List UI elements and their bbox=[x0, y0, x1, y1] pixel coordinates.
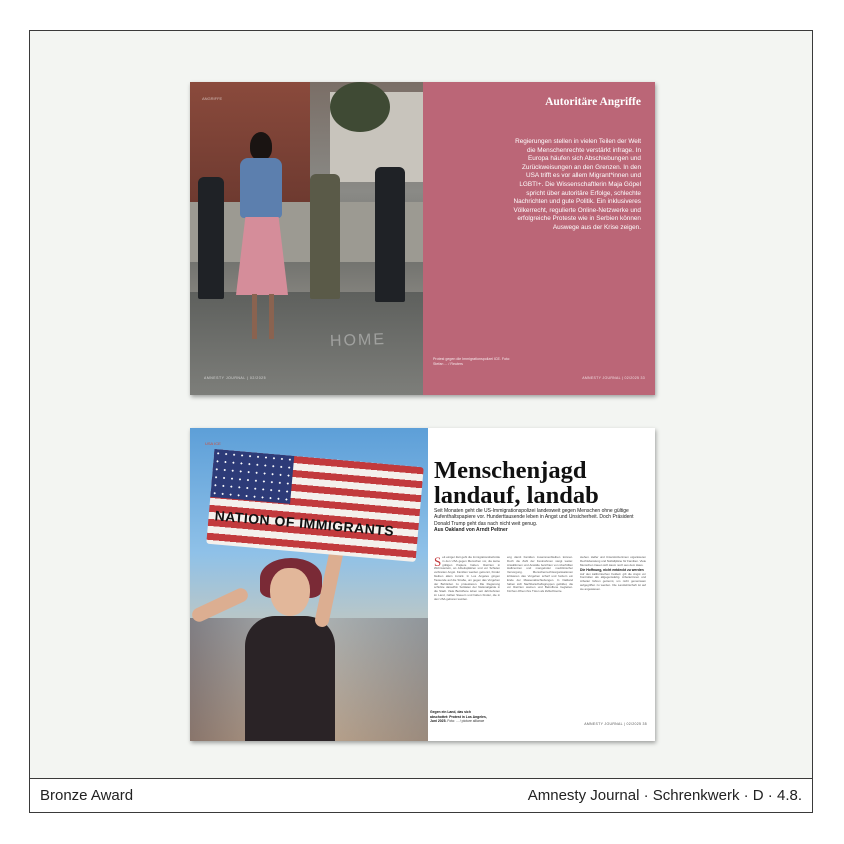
photo-caption-credit: Foto: ... / picture alliance bbox=[447, 719, 485, 724]
photo-caption bbox=[430, 710, 490, 724]
photo-caption: Protest gegen die Immigrationspolizei ICE. Foto: Stefan ... / Reuters bbox=[433, 357, 511, 366]
protest-photo-flag-woman bbox=[190, 428, 428, 741]
drop-cap: S bbox=[434, 556, 442, 569]
magazine-spread-menschenjagd bbox=[190, 428, 655, 741]
us-flag-banner bbox=[206, 449, 423, 562]
page-folio-left: AMNESTY JOURNAL | 02/2025 bbox=[204, 376, 267, 380]
headline-line-1: Menschenjagd bbox=[434, 457, 587, 484]
column-1-text: eit einiger Zeit geht die Immigrationsbehörde in den USA gegen Menschen vor, die keine gültigen Papiere haben. Razzien in Wohnvierteln, an Arbeitsplätzen und vor Schulen verbreiten Angst. Familien werden getrennt, Kinder bleiben allein zurück. In Los Angeles gingen Tausende auf die Straße, um gegen das Vorgehen der Behörden zu protestieren. Die Regierung schickte daraufhin Soldaten der Nationalgarde in die Stadt. Viele Betroffene leben seit Jahrzehnten im Land, zahlen Steuern und haben Kinder, die in den USA geboren wurden. bbox=[434, 556, 500, 601]
page-kicker: ANGRIFFE bbox=[202, 96, 223, 101]
article-column-1 bbox=[434, 556, 500, 706]
column-3b-text: Auf den kalifornischen Feldern gilt die Angst vor Kontrollen als allgegenwärtig. Arbeiterinnen und Arbeiter fahren getrennt, um nicht gemeinsam aufgegriffen zu werden. Die Landwirtschaft ist auf sie angewiesen. bbox=[580, 571, 646, 591]
article-page bbox=[428, 428, 655, 741]
article-column-2 bbox=[507, 556, 573, 706]
showcase-frame bbox=[29, 30, 813, 813]
flag-stars-canton bbox=[210, 449, 294, 504]
article-byline: Aus Oakland von Arndt Peltner bbox=[434, 527, 508, 534]
police-officer-figure bbox=[375, 167, 405, 302]
page-kicker: USA ICE bbox=[205, 441, 221, 446]
protest-photo-woman-police bbox=[190, 82, 423, 395]
column-2-text: eng damit Familien zusammenbleiben können. Doch die Zahl der Festnahmen steigt weiter. Anwältinnen und Anwälte berichten von überfüllten Haftzentren und mangelnder medizinischer Versorgung. Menschenrechtsorganisationen kritisieren das Vorgehen scharf und fordern ein Ende der Massenabschiebungen. In Oakland haben sich Nachbarschaftsgruppen gebildet, die vor Razzien warnen und Betroffene begleiten. Kirchen öffnen ihre Türen als Zufluchtsorte. bbox=[507, 556, 573, 594]
award-credit: Amnesty Journal · Schrenkwerk · D · 4.8. bbox=[527, 787, 802, 804]
article-headline bbox=[434, 458, 599, 508]
photo-caption-bold: Gegen ein Land, das sich abschottet: Protest in Los Angeles, Juni 2025. bbox=[430, 710, 487, 724]
protester-hair bbox=[250, 132, 272, 160]
protester-legs bbox=[252, 294, 274, 339]
article-standfirst bbox=[434, 508, 644, 534]
section-title: Autoritäre Angriffe bbox=[545, 96, 641, 108]
tree-shape bbox=[330, 82, 390, 132]
protester-denim-jacket bbox=[240, 158, 282, 218]
soldier-figure bbox=[310, 174, 340, 299]
page-folio: AMNESTY JOURNAL | 02/2025 35 bbox=[584, 722, 647, 726]
page-folio-right: AMNESTY JOURNAL | 02/2025 33 bbox=[582, 376, 645, 380]
section-intro-text: Regierungen stellen in vielen Teilen der Welt die Menschenrechte verstärkt infrage. In Europa häufen sich Abschiebungen und Zurückweisungen an den Grenzen. In den USA trifft es vor allem Migrant*innen und LGBTI+. Die Wissenschaftlerin Maja Göpel spricht über autoritäre Erfolge, schlechte Nachrichten und gute Politik. Ein inklusiveres Völkerrecht, regulierte Online-Netzwerke und erfolgreiche Proteste wie in Serbien können Auswege aus der Krise zeigen. bbox=[513, 138, 641, 231]
police-officer-figure bbox=[198, 177, 224, 299]
protester-face bbox=[270, 568, 310, 616]
award-label: Bronze Award bbox=[40, 787, 134, 804]
award-footer bbox=[30, 778, 812, 812]
article-column-3 bbox=[580, 556, 646, 706]
article-subhead: Die Hoffnung, nicht entdeckt zu werden bbox=[580, 568, 644, 573]
article-columns bbox=[434, 556, 646, 706]
magazine-spread-autoritaere-angriffe bbox=[190, 82, 655, 395]
pink-intro-panel bbox=[423, 82, 655, 395]
column-3-text: stehen. Helfer und Unterstützerinnen organisieren Rechtsberatung und Notfallpläne für Familien. Viele Menschen trauen sich kaum noch aus dem Haus. bbox=[580, 556, 646, 567]
standfirst-text: Seit Monaten geht die US-Immigrationspolizei landesweit gegen Menschen ohne gültige Aufenthaltspapiere vor. Hunderttausende leben in Angst und Unsicherheit. Doch Präsident Donald Trump geht das nach nicht weit genug. bbox=[434, 508, 634, 527]
headline-line-2: landauf, landab bbox=[434, 482, 599, 509]
flag-slogan: NATION OF IMMIGRANTS bbox=[214, 507, 395, 539]
protester-body bbox=[245, 616, 335, 741]
chalk-writing: HOME bbox=[329, 331, 387, 350]
